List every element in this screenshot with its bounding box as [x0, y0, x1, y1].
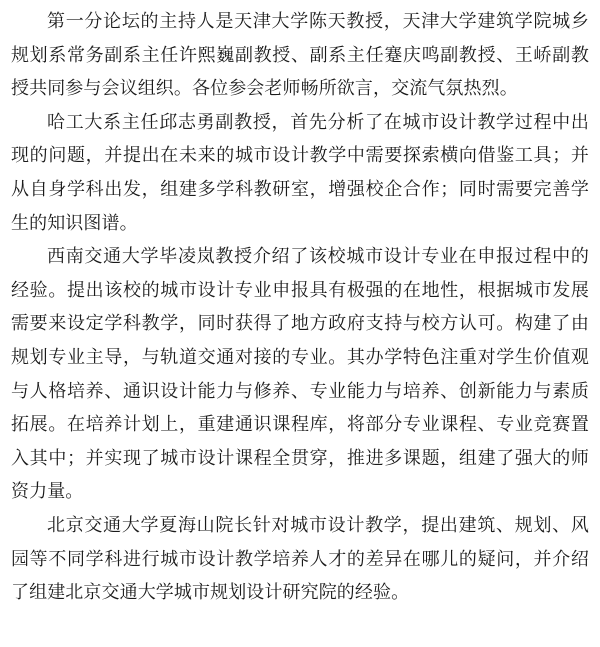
- paragraph-forum-host: 第一分论坛的主持人是天津大学陈天教授，天津大学建筑学院城乡规划系常务副系主任许熙巍副教授、副系主任蹇庆鸣副教授、王峤副教授共同参与会议组织。各位参会老师畅所欲言，交流气氛热烈。: [11, 11, 589, 100]
- paragraph-swjtu-bi-linglan: 西南交通大学毕凌岚教授介绍了该校城市设计专业在申报过程中的经验。提出该校的城市设计专业申报具有极强的在地性，根据城市发展需要来设定学科教学，同时获得了地方政府支持与校方认可。构建了由规划专业主导，与轨道交通对接的专业。其办学特色注重对学生价值观与人格培养、通识设计能力与修养、专业能力与培养、创新能力与素质拓展。在培养计划上，重建通识课程库，将部分专业课程、专业竞赛置入其中；并实现了城市设计课程全贯穿，推进多课题，组建了强大的师资力量。: [11, 246, 589, 503]
- paragraph-hit-qiu-zhiyong: 哈工大系主任邱志勇副教授，首先分析了在城市设计教学过程中出现的问题，并提出在未来的城市设计教学中需要探索横向借鉴工具；并从自身学科出发，组建多学科教研室，增强校企合作；同时需要完善学生的知识图谱。: [11, 111, 589, 234]
- paragraph-bjtu-xia-haishan: 北京交通大学夏海山院长针对城市设计教学，提出建筑、规划、风园等不同学科进行城市设计教学培养人才的差异在哪儿的疑问，并介绍了组建北京交通大学城市规划设计研究院的经验。: [11, 514, 589, 604]
